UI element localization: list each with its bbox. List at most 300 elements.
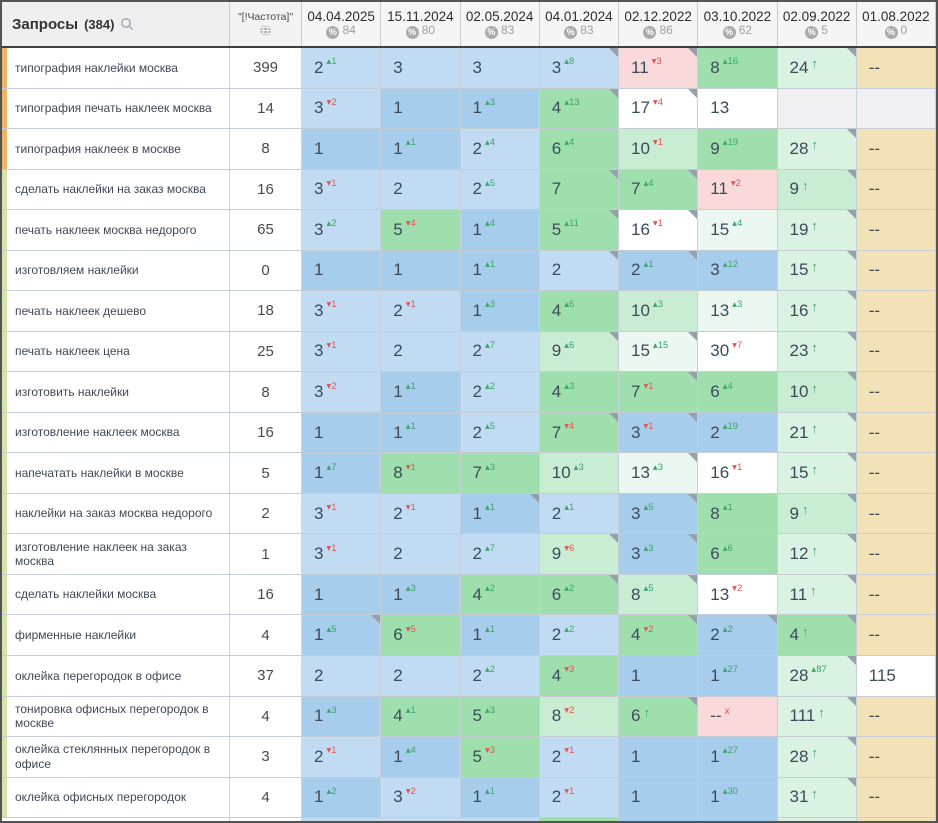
position-cell[interactable] bbox=[857, 170, 936, 210]
position-cell[interactable] bbox=[857, 291, 936, 331]
position-cell[interactable] bbox=[778, 413, 857, 453]
position-cell[interactable] bbox=[619, 413, 698, 453]
position-value: 2 bbox=[472, 179, 482, 199]
position-value: 1 bbox=[631, 787, 641, 807]
keyword-text: изготовляем наклейки bbox=[15, 263, 139, 278]
table-row bbox=[2, 89, 936, 130]
position-value: 3 bbox=[314, 219, 324, 239]
position-cell[interactable] bbox=[302, 332, 381, 372]
position-cell[interactable] bbox=[461, 737, 540, 777]
position-cell[interactable] bbox=[778, 615, 857, 655]
visibility-value: 83 bbox=[580, 23, 594, 37]
date-column-header-02.09.2022[interactable] bbox=[778, 2, 857, 46]
keyword-text: напечатать наклейки в москве bbox=[15, 465, 184, 480]
position-cell[interactable] bbox=[540, 575, 619, 615]
table-row bbox=[2, 453, 936, 494]
position-value: 1 bbox=[314, 422, 324, 442]
position-cell[interactable] bbox=[619, 291, 698, 331]
position-cell[interactable] bbox=[302, 778, 381, 818]
position-cell[interactable] bbox=[857, 615, 936, 655]
position-cell[interactable] bbox=[540, 170, 619, 210]
percent-badge-icon: % bbox=[485, 26, 498, 39]
table-row bbox=[2, 615, 936, 656]
position-cell[interactable] bbox=[619, 494, 698, 534]
position-cell[interactable] bbox=[381, 494, 460, 534]
position-cell[interactable] bbox=[381, 575, 460, 615]
position-cell[interactable] bbox=[619, 89, 698, 129]
position-cell[interactable] bbox=[698, 413, 777, 453]
clipped-cell bbox=[857, 818, 936, 821]
delta-up: ▴2 bbox=[722, 623, 733, 635]
delta-up: ▴3 bbox=[643, 542, 654, 554]
keyword-cell[interactable] bbox=[2, 453, 230, 493]
position-value: 1 bbox=[710, 746, 720, 766]
position-cell[interactable] bbox=[857, 251, 936, 291]
position-cell[interactable] bbox=[461, 615, 540, 655]
position-cell[interactable] bbox=[302, 170, 381, 210]
position-cell[interactable] bbox=[778, 170, 857, 210]
delta-up: ▴1 bbox=[643, 258, 654, 270]
up-arrow-icon: ↑ bbox=[818, 704, 825, 720]
search-icon[interactable] bbox=[120, 17, 134, 31]
position-cell[interactable] bbox=[857, 575, 936, 615]
position-cell[interactable] bbox=[461, 170, 540, 210]
position-cell[interactable] bbox=[698, 778, 777, 818]
position-cell[interactable] bbox=[302, 615, 381, 655]
delta-up: ▴1 bbox=[484, 258, 496, 270]
position-cell[interactable] bbox=[698, 372, 777, 412]
position-cell[interactable] bbox=[381, 332, 460, 372]
position-cell[interactable] bbox=[540, 48, 619, 88]
position-value: 30 bbox=[710, 341, 730, 361]
position-cell[interactable] bbox=[540, 494, 619, 534]
position-cell[interactable] bbox=[540, 534, 619, 574]
position-cell[interactable] bbox=[302, 453, 381, 493]
position-cell[interactable] bbox=[778, 778, 857, 818]
position-cell[interactable] bbox=[540, 453, 619, 493]
position-cell[interactable] bbox=[540, 656, 619, 696]
position-cell[interactable] bbox=[619, 615, 698, 655]
position-cell[interactable] bbox=[381, 89, 460, 129]
delta-up: ▴8 bbox=[564, 56, 575, 68]
visibility-value: 62 bbox=[738, 23, 753, 37]
position-value: 21 bbox=[789, 422, 809, 442]
position-cell[interactable] bbox=[698, 656, 777, 696]
keyword-cell[interactable] bbox=[2, 534, 230, 574]
keyword-cell[interactable] bbox=[2, 615, 230, 655]
clipped-cell bbox=[619, 818, 698, 821]
position-cell[interactable] bbox=[381, 615, 460, 655]
position-cell[interactable] bbox=[698, 453, 777, 493]
date-column-header-15.11.2024[interactable] bbox=[381, 2, 460, 46]
position-value: -- bbox=[868, 57, 881, 77]
position-value: 2 bbox=[551, 746, 562, 766]
keyword-cell[interactable] bbox=[2, 656, 230, 696]
delta-up: ▴7 bbox=[484, 339, 496, 351]
position-cell[interactable] bbox=[381, 656, 460, 696]
position-value: 2 bbox=[631, 260, 641, 280]
keyword-text: оклейка офисных перегородок bbox=[15, 790, 187, 805]
date-column-header-04.04.2025[interactable] bbox=[302, 2, 381, 46]
position-cell[interactable] bbox=[381, 737, 460, 777]
percent-badge-icon: % bbox=[564, 26, 577, 39]
position-cell[interactable] bbox=[540, 210, 619, 250]
position-cell[interactable] bbox=[778, 575, 857, 615]
keyword-cell[interactable] bbox=[2, 129, 230, 169]
keyword-cell[interactable] bbox=[2, 291, 230, 331]
keyword-cell[interactable] bbox=[2, 778, 230, 818]
position-cell[interactable] bbox=[698, 291, 777, 331]
position-cell[interactable] bbox=[778, 291, 857, 331]
delta-up: ▴5 bbox=[484, 421, 496, 433]
position-cell[interactable] bbox=[302, 48, 381, 88]
frequency-column-header[interactable] bbox=[230, 2, 302, 46]
position-cell bbox=[778, 89, 857, 129]
position-cell[interactable] bbox=[619, 534, 698, 574]
column-date: 04.01.2024 bbox=[545, 9, 613, 24]
delta-down: ▾2 bbox=[564, 704, 575, 716]
position-cell[interactable] bbox=[381, 170, 460, 210]
position-cell[interactable] bbox=[698, 615, 777, 655]
position-cell[interactable] bbox=[619, 129, 698, 169]
position-cell[interactable] bbox=[857, 453, 936, 493]
keyword-cell[interactable] bbox=[2, 413, 230, 453]
position-cell[interactable] bbox=[381, 129, 460, 169]
position-cell[interactable] bbox=[461, 89, 540, 129]
position-cell[interactable] bbox=[461, 697, 540, 737]
position-cell[interactable] bbox=[302, 575, 381, 615]
position-cell[interactable] bbox=[540, 89, 619, 129]
keyword-text: сделать наклейки на заказ москва bbox=[15, 182, 206, 197]
keyword-cell[interactable] bbox=[2, 575, 230, 615]
position-cell[interactable] bbox=[461, 372, 540, 412]
position-cell[interactable] bbox=[302, 697, 381, 737]
table-row bbox=[2, 534, 936, 575]
position-cell[interactable] bbox=[540, 413, 619, 453]
position-cell[interactable] bbox=[302, 372, 381, 412]
position-cell[interactable] bbox=[698, 251, 777, 291]
position-cell[interactable] bbox=[381, 534, 460, 574]
group-color-strip bbox=[2, 615, 7, 655]
keyword-cell[interactable] bbox=[2, 697, 230, 737]
group-color-strip bbox=[2, 251, 7, 291]
position-cell[interactable] bbox=[778, 48, 857, 88]
date-column-header-04.01.2024[interactable] bbox=[540, 2, 619, 46]
keyword-cell[interactable] bbox=[2, 737, 230, 777]
position-value: 2 bbox=[472, 422, 482, 442]
position-cell[interactable] bbox=[857, 656, 936, 696]
position-cell[interactable] bbox=[857, 737, 936, 777]
position-cell[interactable] bbox=[778, 453, 857, 493]
position-cell[interactable] bbox=[778, 697, 857, 737]
position-value: 2 bbox=[710, 625, 720, 645]
delta-down: ▾3 bbox=[484, 745, 496, 757]
position-cell[interactable] bbox=[381, 778, 460, 818]
delta-down: ▾1 bbox=[564, 745, 575, 757]
position-cell[interactable] bbox=[461, 656, 540, 696]
queries-label: Запросы bbox=[12, 15, 79, 33]
position-cell[interactable] bbox=[381, 291, 460, 331]
position-cell[interactable] bbox=[619, 332, 698, 372]
group-color-strip bbox=[2, 413, 7, 453]
position-cell[interactable] bbox=[302, 291, 381, 331]
position-cell[interactable] bbox=[461, 332, 540, 372]
column-date: 02.05.2024 bbox=[465, 9, 534, 24]
position-cell[interactable] bbox=[619, 575, 698, 615]
position-cell[interactable] bbox=[778, 332, 857, 372]
position-cell[interactable] bbox=[540, 332, 619, 372]
position-cell[interactable] bbox=[381, 372, 460, 412]
position-value: -- bbox=[868, 341, 881, 361]
position-cell[interactable] bbox=[540, 778, 619, 818]
position-cell[interactable] bbox=[619, 778, 698, 818]
position-cell[interactable] bbox=[381, 413, 460, 453]
delta-up: ▴15 bbox=[652, 339, 669, 351]
position-cell[interactable] bbox=[698, 89, 777, 129]
position-value: 2 bbox=[393, 341, 403, 361]
position-value: 2 bbox=[472, 544, 482, 564]
position-cell[interactable] bbox=[540, 615, 619, 655]
delta-up: ▴7 bbox=[484, 542, 496, 554]
position-cell[interactable] bbox=[778, 656, 857, 696]
delta-up: ▴4 bbox=[405, 745, 416, 757]
position-value: 2 bbox=[551, 625, 562, 645]
position-value: 3 bbox=[314, 300, 324, 320]
position-cell[interactable] bbox=[540, 251, 619, 291]
percent-badge-icon: % bbox=[723, 26, 736, 39]
position-cell[interactable] bbox=[302, 656, 381, 696]
frequency-value: 8 bbox=[230, 129, 302, 169]
position-cell[interactable] bbox=[461, 494, 540, 534]
position-value: 9 bbox=[551, 544, 562, 564]
delta-up: ▴3 bbox=[484, 461, 496, 473]
frequency-value: 0 bbox=[230, 251, 302, 291]
frequency-value: 3 bbox=[230, 737, 302, 777]
position-cell[interactable] bbox=[857, 129, 936, 169]
delta-up: ▴6 bbox=[564, 339, 575, 351]
position-value: 2 bbox=[314, 746, 324, 766]
position-value: 1 bbox=[472, 98, 482, 118]
position-cell[interactable] bbox=[461, 778, 540, 818]
keyword-cell[interactable] bbox=[2, 372, 230, 412]
position-value: 31 bbox=[789, 787, 809, 807]
keyword-cell[interactable] bbox=[2, 494, 230, 534]
delta-up: ▴1 bbox=[484, 785, 496, 797]
column-visibility bbox=[485, 25, 514, 39]
position-cell[interactable] bbox=[778, 534, 857, 574]
position-value: 1 bbox=[472, 260, 482, 280]
position-cell[interactable] bbox=[857, 494, 936, 534]
position-cell[interactable] bbox=[698, 697, 777, 737]
delta-up: ▴3 bbox=[484, 96, 496, 108]
position-cell[interactable] bbox=[619, 210, 698, 250]
position-cell[interactable] bbox=[698, 48, 777, 88]
position-cell[interactable] bbox=[302, 210, 381, 250]
date-column-header-02.05.2024[interactable] bbox=[461, 2, 540, 46]
frequency-value: 4 bbox=[230, 778, 302, 818]
position-value: 6 bbox=[710, 544, 720, 564]
position-cell[interactable] bbox=[381, 697, 460, 737]
position-cell[interactable] bbox=[778, 737, 857, 777]
position-value: 15 bbox=[789, 463, 809, 483]
position-cell[interactable] bbox=[302, 129, 381, 169]
position-cell[interactable] bbox=[857, 697, 936, 737]
percent-badge-icon: % bbox=[805, 26, 818, 39]
position-cell[interactable] bbox=[857, 210, 936, 250]
frequency-value: 4 bbox=[230, 615, 302, 655]
position-cell[interactable] bbox=[619, 737, 698, 777]
keyword-cell[interactable] bbox=[2, 48, 230, 88]
position-cell[interactable] bbox=[302, 89, 381, 129]
date-column-header-01.08.2022[interactable] bbox=[857, 2, 936, 46]
delta-down: ▾2 bbox=[326, 96, 337, 108]
frequency-value: 2 bbox=[230, 494, 302, 534]
position-cell[interactable] bbox=[698, 129, 777, 169]
position-cell[interactable] bbox=[778, 372, 857, 412]
position-cell bbox=[857, 89, 936, 129]
position-cell[interactable] bbox=[381, 251, 460, 291]
position-cell[interactable] bbox=[302, 251, 381, 291]
position-cell[interactable] bbox=[302, 494, 381, 534]
delta-up: ▴1 bbox=[405, 137, 416, 149]
position-cell[interactable] bbox=[461, 413, 540, 453]
column-date: 04.04.2025 bbox=[307, 9, 375, 24]
delta-up: ▴3 bbox=[573, 461, 584, 473]
position-cell[interactable] bbox=[461, 129, 540, 169]
position-cell[interactable] bbox=[461, 534, 540, 574]
position-cell[interactable] bbox=[857, 413, 936, 453]
position-cell[interactable] bbox=[381, 48, 460, 88]
position-cell[interactable] bbox=[619, 453, 698, 493]
position-cell[interactable] bbox=[698, 170, 777, 210]
position-cell[interactable] bbox=[619, 656, 698, 696]
position-value: 1 bbox=[314, 625, 324, 645]
keyword-text: печать наклеек цена bbox=[15, 344, 130, 359]
table-header-row bbox=[2, 2, 936, 48]
position-cell[interactable] bbox=[778, 494, 857, 534]
delta-up: ▴3 bbox=[652, 299, 663, 311]
delta-up: ▴2 bbox=[484, 664, 496, 676]
keyword-cell[interactable] bbox=[2, 170, 230, 210]
keyword-text: типография наклейки москва bbox=[15, 60, 178, 75]
column-visibility bbox=[406, 25, 435, 39]
position-cell[interactable] bbox=[461, 251, 540, 291]
position-cell[interactable] bbox=[857, 372, 936, 412]
table-row bbox=[2, 413, 936, 454]
position-value: -- bbox=[868, 300, 881, 320]
position-value: 7 bbox=[472, 463, 482, 483]
position-cell[interactable] bbox=[698, 534, 777, 574]
position-cell[interactable] bbox=[540, 697, 619, 737]
position-value: 19 bbox=[789, 219, 809, 239]
position-cell[interactable] bbox=[698, 332, 777, 372]
position-cell[interactable] bbox=[540, 129, 619, 169]
position-value: 9 bbox=[789, 503, 799, 523]
position-cell[interactable] bbox=[857, 534, 936, 574]
position-cell[interactable] bbox=[619, 48, 698, 88]
position-value: -- bbox=[868, 503, 881, 523]
position-cell[interactable] bbox=[461, 210, 540, 250]
position-cell[interactable] bbox=[698, 737, 777, 777]
table-row bbox=[2, 575, 936, 616]
position-cell[interactable] bbox=[302, 737, 381, 777]
position-cell[interactable] bbox=[540, 737, 619, 777]
group-color-strip bbox=[2, 575, 7, 615]
position-cell[interactable] bbox=[778, 251, 857, 291]
delta-down: ▾1 bbox=[326, 502, 337, 514]
position-cell[interactable] bbox=[540, 372, 619, 412]
table-row bbox=[2, 251, 936, 292]
position-value: 16 bbox=[631, 219, 650, 239]
position-value: 2 bbox=[393, 503, 403, 523]
delta-up: ▴12 bbox=[722, 258, 739, 270]
table-row bbox=[2, 737, 936, 778]
position-cell[interactable] bbox=[381, 210, 460, 250]
position-cell[interactable] bbox=[857, 332, 936, 372]
frequency-value: 16 bbox=[230, 575, 302, 615]
column-visibility bbox=[643, 25, 672, 39]
position-cell[interactable] bbox=[778, 129, 857, 169]
date-column-header-02.12.2022[interactable] bbox=[619, 2, 698, 46]
position-cell[interactable] bbox=[461, 575, 540, 615]
position-cell[interactable] bbox=[698, 575, 777, 615]
up-arrow-icon: ↑ bbox=[811, 137, 818, 153]
position-cell[interactable] bbox=[857, 778, 936, 818]
position-value: 1 bbox=[393, 98, 403, 118]
up-arrow-icon: ↑ bbox=[811, 299, 818, 315]
delta-up: ▴1 bbox=[405, 421, 416, 433]
position-cell[interactable] bbox=[857, 48, 936, 88]
group-color-strip bbox=[2, 291, 7, 331]
position-cell[interactable] bbox=[619, 697, 698, 737]
position-value: 3 bbox=[314, 98, 324, 118]
date-column-header-03.10.2022[interactable] bbox=[698, 2, 777, 46]
delta-up: ▴3 bbox=[484, 299, 496, 311]
up-arrow-icon: ↑ bbox=[811, 56, 818, 72]
position-value: 11 bbox=[789, 584, 808, 604]
keyword-cell[interactable] bbox=[2, 332, 230, 372]
queries-column-header[interactable] bbox=[2, 2, 230, 46]
position-cell[interactable] bbox=[381, 453, 460, 493]
keyword-text: изготовление наклеек москва bbox=[15, 425, 180, 440]
position-cell[interactable] bbox=[778, 210, 857, 250]
delta-up: ▴87 bbox=[811, 664, 827, 676]
delta-down: ▾2 bbox=[730, 177, 741, 189]
position-cell[interactable] bbox=[540, 291, 619, 331]
delta-up: ▴5 bbox=[326, 623, 337, 635]
position-cell[interactable] bbox=[698, 494, 777, 534]
position-cell[interactable] bbox=[461, 453, 540, 493]
keyword-cell[interactable] bbox=[2, 251, 230, 291]
position-value: 2 bbox=[314, 57, 324, 77]
position-cell[interactable] bbox=[619, 251, 698, 291]
keyword-cell[interactable] bbox=[2, 210, 230, 250]
position-value: 9 bbox=[789, 179, 799, 199]
delta-down: ▾5 bbox=[405, 623, 416, 635]
position-cell[interactable] bbox=[461, 291, 540, 331]
delta-up: ▴3 bbox=[652, 461, 663, 473]
position-cell[interactable] bbox=[698, 210, 777, 250]
position-cell[interactable] bbox=[302, 534, 381, 574]
delta-up: ▴5 bbox=[643, 502, 654, 514]
position-cell[interactable] bbox=[461, 48, 540, 88]
table-row bbox=[2, 210, 936, 251]
keyword-cell[interactable] bbox=[2, 89, 230, 129]
position-cell[interactable] bbox=[302, 413, 381, 453]
keyword-text: оклейка стеклянных перегородок в офисе bbox=[15, 742, 211, 771]
position-cell[interactable] bbox=[619, 170, 698, 210]
position-cell[interactable] bbox=[619, 372, 698, 412]
